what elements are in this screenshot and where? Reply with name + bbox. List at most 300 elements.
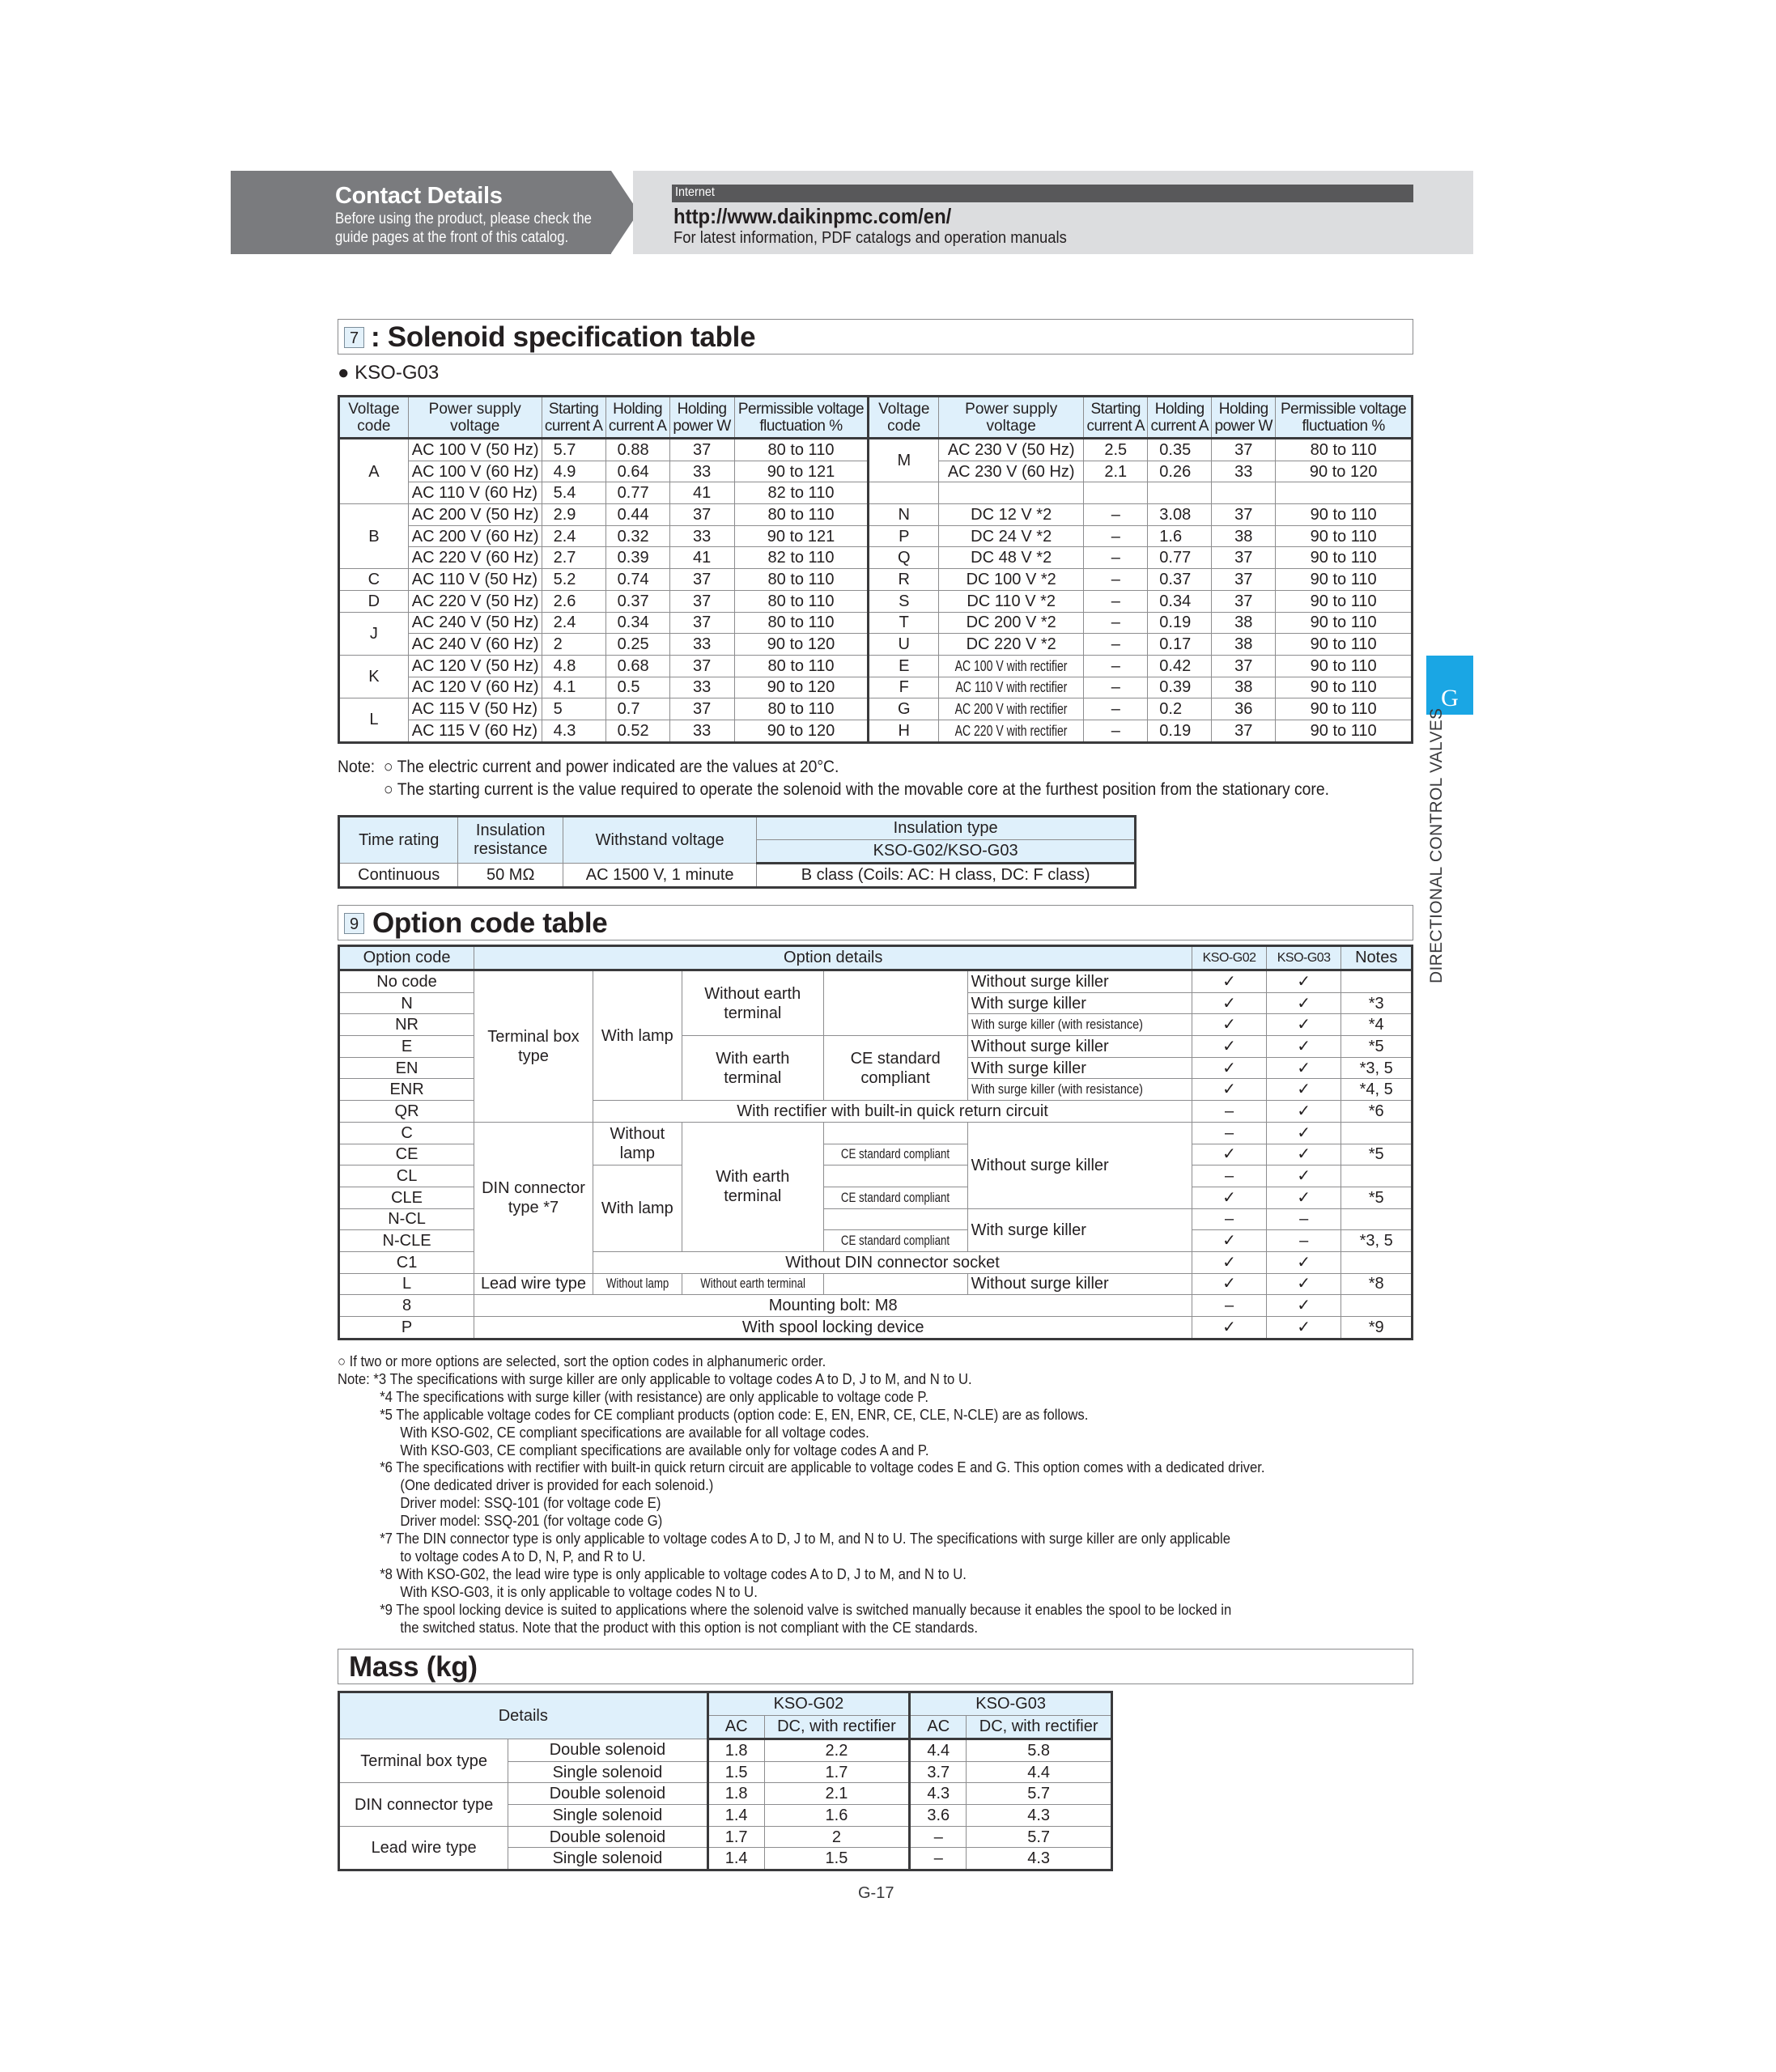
cell: 2.4 [542,612,605,634]
cell [939,569,1084,591]
kso-g03-mark: ✓ [1266,1251,1341,1273]
cell [593,1122,682,1165]
power-voltage: AC 110 V with rectifier [955,679,1068,696]
cell [474,970,593,1123]
cell [939,504,1084,526]
cell: 4.3 [910,1783,967,1805]
cell: 90 to 110 [1276,634,1413,656]
note-line [338,1352,1265,1370]
label: With surge killer (with resistance) [971,1081,1143,1098]
cell: 37 [669,612,734,634]
kso-g03-mark: ✓ [1266,1187,1341,1208]
note-mark: Note: *3 [338,1369,387,1387]
cell: 5.7 [967,1826,1112,1848]
kso-g02-mark: ✓ [1192,1057,1267,1079]
notes-cell: *4, 5 [1341,1079,1413,1101]
cell: 37 [669,569,734,591]
cell: 90 to 110 [1276,720,1413,742]
col-header: Permissible voltage fluctuation % [734,397,869,439]
cell: 2.4 [542,525,605,547]
option-code: EN [339,1057,474,1079]
cell: 0.74 [605,569,669,591]
col-header: Voltage code [339,397,409,439]
cell: AC 120 V (60 Hz) [408,677,542,698]
kso-g02-mark: ✓ [1192,1144,1267,1166]
cell: 38 [1212,525,1276,547]
table-row [339,1295,1413,1317]
option-code-table [338,945,1413,1340]
voltage-code: J [339,612,409,655]
col-subheader: KSO-G02/KSO-G03 [757,840,1136,864]
cell: 4.3 [967,1848,1112,1870]
cell: 1.7 [707,1826,764,1848]
cell: Lead wire type [474,1273,593,1295]
solenoid-type: Single solenoid [508,1805,707,1827]
notes-cell [1341,1122,1413,1144]
contact-subtitle-line: Before using the product, please check the [335,210,592,227]
voltage-code: U [869,634,939,656]
kso-g02-mark: ✓ [1192,1317,1267,1340]
voltage-code: B [339,504,409,569]
table-row [339,634,1413,656]
cell: 5.2 [542,569,605,591]
voltage-code: H [869,720,939,742]
cell [682,1036,823,1101]
solenoid-spec-table [338,395,1413,744]
cell: Without surge killer [967,1273,1192,1295]
table-row [339,439,1413,461]
col-header: Details [339,1692,708,1739]
cell: 4.1 [542,677,605,698]
cell: 2 [542,634,605,656]
cell: 0.34 [1148,590,1212,612]
cell: – [910,1826,967,1848]
kso-g03-mark: ✓ [1266,1079,1341,1101]
note-text: The specifications with surge killer are only applicable to voltage codes A to D, J to M, and N to U. [389,1369,972,1387]
cell: AC 220 V (50 Hz) [408,590,542,612]
cell: AC 200 V (60 Hz) [408,525,542,547]
table-row [339,1122,1413,1144]
note-prefix: Note: [338,758,376,776]
cell: 2.6 [542,590,605,612]
cell: 37 [1212,439,1276,461]
cell: AC 1500 V, 1 minute [563,864,756,888]
cell: B class (Coils: AC: H class, DC: F class) [757,864,1136,888]
cell: AC 120 V (50 Hz) [408,655,542,677]
cell: 2.9 [542,504,605,526]
option-code: E [339,1036,474,1058]
notes-cell: *6 [1341,1101,1413,1123]
note-mark: *9 [380,1600,393,1618]
cell: – [1084,677,1148,698]
cell: 0.44 [605,504,669,526]
section-title-box [338,905,1413,940]
cell: Continuous [339,864,458,888]
cell: 41 [669,547,734,569]
voltage-code: N [869,504,939,526]
option-code: ENR [339,1079,474,1101]
cell [823,1230,967,1252]
note-text: Driver model: SSQ-201 (for voltage code G) [400,1512,663,1530]
cell: 0.5 [605,677,669,698]
cell: Without surge killer [967,1122,1192,1208]
cell: 33 [669,720,734,742]
note-line [338,1601,1265,1619]
cell: 38 [1212,634,1276,656]
power-voltage: DC 24 V *2 [971,527,1052,546]
note-mark: *6 [380,1458,393,1476]
kso-g02-mark: ✓ [1192,1230,1267,1252]
note-text: ○ If two or more options are selected, sort the option codes in alphanumeric order. [338,1352,826,1369]
cell: Without DIN connector socket [593,1251,1192,1273]
cell: 82 to 110 [734,482,869,504]
cell [939,655,1084,677]
table-row [339,504,1413,526]
insulation-table [338,815,1137,889]
cell: 90 to 121 [734,461,869,482]
col-header: Withstand voltage [563,817,756,864]
kso-g03-mark: ✓ [1266,1295,1341,1317]
kso-g03-mark: ✓ [1266,1101,1341,1123]
cell: Without surge killer [967,1036,1192,1058]
cell: – [1084,525,1148,547]
col-header: KSO-G02 [707,1692,910,1716]
cell [939,720,1084,742]
cell: 0.7 [605,698,669,720]
option-code: No code [339,970,474,993]
cell: 2.7 [542,547,605,569]
label: With earth terminal [716,1168,790,1206]
cell: 3.6 [910,1805,967,1827]
cell: 4.4 [967,1761,1112,1783]
col-header: Holding power W [669,397,734,439]
note-text: The applicable voltage codes for CE compliant products (option code: E, EN, ENR, CE, CLE, N-CLE) are as follows. [396,1405,1089,1423]
cell: 0.42 [1148,655,1212,677]
cell: 1.4 [707,1805,764,1827]
cell: 90 to 110 [1276,569,1413,591]
note-text: ○ The starting current is the value required to operate the solenoid with the movable core at the furthest position from the stationary core. [384,780,1329,799]
label: Without lamp [605,1276,669,1292]
cell [474,1122,593,1273]
cell: AC 200 V (50 Hz) [408,504,542,526]
contact-title: Contact Details [335,183,503,209]
note-line [338,1583,1265,1601]
cell: AC 115 V (50 Hz) [408,698,542,720]
cell: 90 to 121 [734,525,869,547]
note-line [338,1494,1265,1512]
note-line [338,1458,1265,1476]
cell [939,547,1084,569]
voltage-code: F [869,677,939,698]
cell: 37 [669,698,734,720]
table-row [339,569,1413,591]
model-label: ● KSO-G03 [338,362,440,384]
cell: Without surge killer [967,970,1192,993]
voltage-code: P [869,525,939,547]
section-title-box [338,1649,1413,1684]
cell: With surge killer [967,1208,1192,1251]
voltage-code: S [869,590,939,612]
internet-label-bar [672,185,1413,202]
cell: 37 [1212,547,1276,569]
notes-cell: *5 [1341,1036,1413,1058]
kso-g02-mark: ✓ [1192,992,1267,1014]
cell: 90 to 110 [1276,525,1413,547]
option-code: N-CL [339,1208,474,1230]
table-row [339,720,1413,742]
cell: 37 [669,504,734,526]
cell: 80 to 110 [734,590,869,612]
kso-g03-mark: ✓ [1266,1057,1341,1079]
voltage-code: D [339,590,409,612]
voltage-code: G [869,698,939,720]
note-line [338,1441,1265,1459]
note-text: With KSO-G03, it is only applicable to voltage codes N to U. [400,1582,758,1600]
kso-g03-mark: ✓ [1266,992,1341,1014]
cell: AC 110 V (50 Hz) [408,569,542,591]
note-mark: *4 [380,1387,393,1405]
power-voltage: DC 200 V *2 [966,614,1056,632]
cell: 80 to 110 [734,569,869,591]
cell: 0.88 [605,439,669,461]
label: With earth terminal [716,1049,790,1087]
voltage-code: M [869,439,939,482]
power-voltage: DC 220 V *2 [966,635,1056,654]
cell: 90 to 110 [1276,612,1413,634]
cell [823,1273,967,1295]
cell [823,1122,967,1144]
col-header: KSO-G03 [1266,946,1341,970]
cell: – [1084,720,1148,742]
col-subheader: AC [707,1716,764,1739]
connection-type: Terminal box type [339,1739,508,1783]
section-title: Option code table [372,907,608,939]
power-voltage: DC 48 V *2 [971,549,1052,567]
contact-subtitle-line: guide pages at the front of this catalog. [335,229,569,246]
cell: 38 [1212,612,1276,634]
table-header-row [339,397,1413,439]
cell: 5.8 [967,1739,1112,1762]
note-mark: *5 [380,1405,393,1423]
mass-table [338,1691,1113,1871]
cell: With spool locking device [474,1317,1192,1340]
cell: 2 [764,1826,910,1848]
cell: 5 [542,698,605,720]
cell: 36 [1212,698,1276,720]
cell: 0.39 [605,547,669,569]
cell: 37 [1212,590,1276,612]
cell: AC 100 V (60 Hz) [408,461,542,482]
cell: 90 to 120 [734,720,869,742]
kso-g03-mark: ✓ [1266,1014,1341,1036]
cell: 33 [669,677,734,698]
cell: 80 to 110 [734,698,869,720]
internet-label: Internet [675,185,715,199]
power-voltage: AC 230 V (50 Hz) [947,440,1075,459]
page-number: G-17 [858,1884,894,1902]
cell: 3.08 [1148,504,1212,526]
cell: 33 [669,634,734,656]
note-line [338,1619,1265,1637]
cell: 0.32 [605,525,669,547]
cell: 4.8 [542,655,605,677]
col-header: Starting current A [1084,397,1148,439]
kso-g02-mark: ✓ [1192,970,1267,993]
table-row [339,864,1136,888]
cell: 41 [669,482,734,504]
kso-g03-mark: ✓ [1266,1144,1341,1166]
cell [682,970,823,1036]
note-line [338,1512,1265,1530]
table-row [339,482,1413,504]
cell: 0.19 [1148,720,1212,742]
note-text: (One dedicated driver is provided for each solenoid.) [400,1476,714,1494]
label: Without earth terminal [704,984,801,1022]
note-line [338,1548,1265,1565]
cell: 90 to 110 [1276,698,1413,720]
cell: 2.1 [764,1783,910,1805]
cell: – [1084,569,1148,591]
cell: 33 [669,525,734,547]
solenoid-type: Single solenoid [508,1761,707,1783]
solenoid-type: Double solenoid [508,1739,707,1762]
voltage-code: R [869,569,939,591]
cell [939,590,1084,612]
cell: 37 [669,655,734,677]
cell: With surge killer [967,992,1192,1014]
website-link[interactable]: http://www.daikinpmc.com/en/ [673,204,952,228]
label: DIN connector type *7 [482,1178,585,1216]
cell: 80 to 110 [1276,439,1413,461]
table-row [339,590,1413,612]
col-header: Starting current A [542,397,605,439]
option-code: QR [339,1101,474,1123]
cell: 2.1 [1084,461,1148,482]
notes-cell [1341,1208,1413,1230]
section-number: 9 [344,913,364,934]
cell: 0.37 [605,590,669,612]
notes-cell [1341,1166,1413,1187]
cell: 3.7 [910,1761,967,1783]
option-code: C1 [339,1251,474,1273]
option-code: C [339,1122,474,1144]
cell [939,482,1084,504]
cell: 4.3 [542,720,605,742]
cell [939,698,1084,720]
table-row [339,1317,1413,1340]
note-mark: *8 [380,1565,393,1582]
power-voltage: AC 200 V with rectifier [954,701,1068,718]
cell [1212,482,1276,504]
label: CE standard compliant [850,1049,941,1087]
cell: 0.68 [605,655,669,677]
label: Terminal box type [487,1027,580,1065]
cell: 37 [1212,504,1276,526]
cell: Mounting bolt: M8 [474,1295,1192,1317]
cell: 90 to 110 [1276,547,1413,569]
note-text: The spool locking device is suited to applications where the solenoid valve is switched manually because it enables the spool to be locked in [396,1600,1232,1618]
cell [593,1166,682,1252]
option-code: L [339,1273,474,1295]
cell [593,970,682,1101]
cell: 0.19 [1148,612,1212,634]
col-header: Notes [1341,946,1413,970]
option-code: CLE [339,1187,474,1208]
cell [823,1166,967,1187]
col-header: Insulation resistance [458,817,563,864]
cell: – [1084,698,1148,720]
col-header: Time rating [339,817,458,864]
cell: 1.7 [764,1761,910,1783]
kso-g03-mark: ✓ [1266,1036,1341,1058]
voltage-code: L [339,698,409,742]
cell: 1.5 [764,1848,910,1870]
cell: 80 to 110 [734,439,869,461]
cell: 50 MΩ [458,864,563,888]
kso-g02-mark: – [1192,1208,1267,1230]
power-voltage: DC 12 V *2 [971,505,1052,524]
col-header: Option details [474,946,1192,970]
note-line [338,1388,1265,1406]
col-header: Holding current A [605,397,669,439]
table-row [339,1739,1112,1762]
kso-g02-mark: ✓ [1192,1251,1267,1273]
table-row [339,655,1413,677]
cell: 37 [669,439,734,461]
note-text: The specifications with surge killer (with resistance) are only applicable to voltage code P. [396,1387,928,1405]
power-voltage: AC 100 V with rectifier [954,657,1068,674]
cell [823,970,967,1036]
kso-g02-mark: ✓ [1192,1036,1267,1058]
table-row [339,1826,1112,1848]
cell: 0.26 [1148,461,1212,482]
cell: – [910,1848,967,1870]
label: CE standard compliant [841,1189,950,1205]
cell: 90 to 110 [1276,504,1413,526]
kso-g03-mark: – [1266,1230,1341,1252]
notes-cell: *3, 5 [1341,1230,1413,1252]
kso-g03-mark: ✓ [1266,970,1341,993]
cell [682,1122,823,1251]
cell: 4.4 [910,1739,967,1762]
option-code: CE [339,1144,474,1166]
kso-g03-mark: ✓ [1266,1166,1341,1187]
cell: 80 to 110 [734,655,869,677]
cell: 37 [1212,569,1276,591]
section-title: : Solenoid specification table [371,321,756,353]
cell: 0.77 [1148,547,1212,569]
table-row [339,525,1413,547]
cell [939,634,1084,656]
chapter-label: DIRECTIONAL CONTROL VALVES [1427,707,1446,983]
cell: 0.35 [1148,439,1212,461]
cell: 5.7 [967,1783,1112,1805]
cell: 90 to 120 [734,677,869,698]
option-notes [338,1352,1368,1637]
cell: 0.25 [605,634,669,656]
cell: AC 240 V (60 Hz) [408,634,542,656]
option-code: N [339,992,474,1014]
table-row [339,547,1413,569]
cell: 4.3 [967,1805,1112,1827]
notes-cell [1341,970,1413,993]
note-text: the switched status. Note that the product with this option is not compliant with the CE standards. [400,1618,978,1636]
note-text: to voltage codes A to D, N, P, and R to U. [400,1547,646,1565]
cell: 1.6 [1148,525,1212,547]
notes-cell [1341,1251,1413,1273]
cell: AC 110 V (60 Hz) [408,482,542,504]
cell: 90 to 110 [1276,655,1413,677]
